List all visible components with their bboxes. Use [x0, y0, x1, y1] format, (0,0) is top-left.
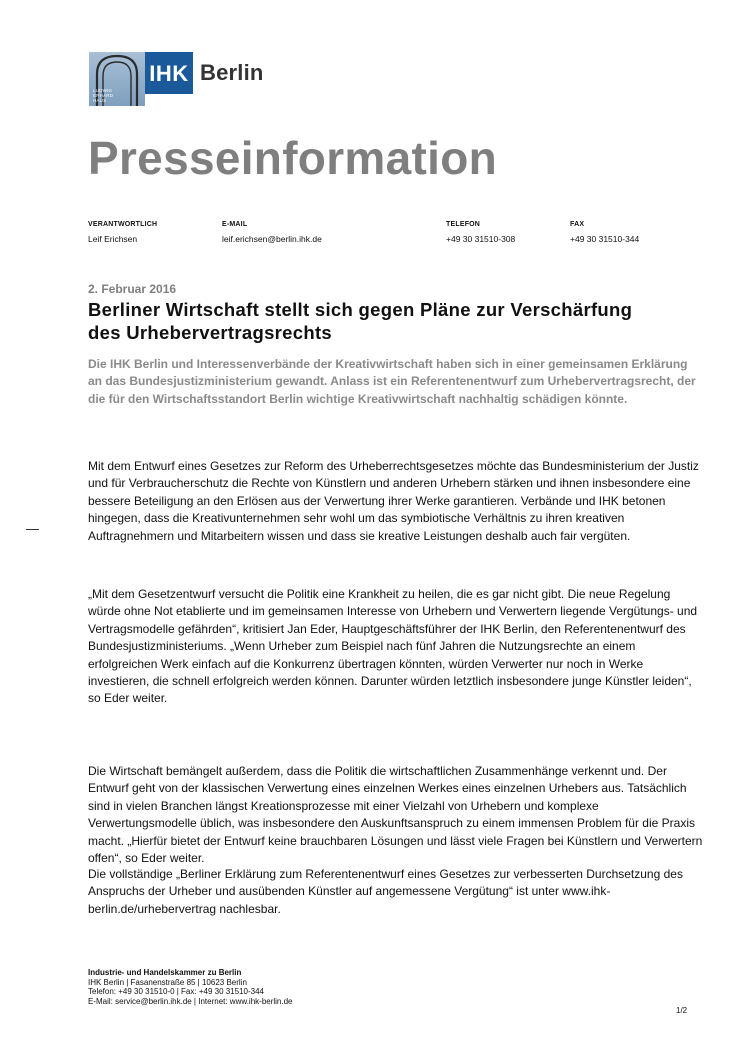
body-paragraph-3: Die Wirtschaft bemängelt außerdem, dass die Politik die wirtschaftlichen Zusammenhänge verkennt und. Der Entwurf geht von der klassischen Verwertung eines einzelnen Werkes eines einzelnen Urhebers aus. Tatsächlich sind in vielen Branchen längst Kreationsprozesse mit einer Vielzahl von Urhebern und komplexe Verwertungsmodelle üblich, was insbesondere den Auskunftsanspruch zu einem immensen Problem für die Praxis macht. „Hierfür bietet der Entwurf keine brauchbaren Lösungen und lässt viele Fragen bei Künstlern und Verwertern offen“, so Eder weiter.	[88, 764, 703, 866]
logo-city-text: Berlin	[200, 60, 264, 85]
body-paragraph-4: Die vollständige „Berliner Erklärung zum Referentenentwurf eines Gesetzes zur verbesserten Durchsetzung des Anspruchs der Urheber und ausübenden Künstler auf angemessene Vergütung“ ist unter www.ihk-berlin.de/urhebervertrag nachlesbar.	[88, 867, 683, 916]
contact-email	[222, 218, 322, 246]
footer-address: IHK Berlin | Fasanenstraße 85 | 10623 Berlin	[88, 977, 247, 987]
body-paragraph-1: Mit dem Entwurf eines Gesetzes zur Reform des Urheberrechtsgesetzes möchte das Bundesministerium der Justiz und für Verbraucherschutz die Rechte von Künstlern und anderen Urhebern stärken und ihnen insbesondere eine bessere Beteiligung an den Erlösen aus der Verwertung ihrer Werke garantieren. Verbände und IHK betonen hingegen, dass die Kreativunternehmen sehr wohl um das symbiotische Verhältnis zu ihren kreativen Auftragnehmern und Mitarbeitern wissen und dass sie kreative Leistungen deshalb auch fair vergüten.	[88, 459, 699, 543]
page-title: Presseinformation	[88, 132, 497, 184]
contact-email-value[interactable]: leif.erichsen@berlin.ihk.de	[222, 234, 322, 244]
contact-email-label: E-MAIL	[222, 221, 248, 228]
contact-phone-label: TELEFON	[446, 221, 481, 228]
contact-phone	[446, 218, 515, 246]
contact-fax	[570, 218, 639, 246]
footer-email: E-Mail: service@berlin.ihk.de | Internet: www.ihk-berlin.de	[88, 996, 293, 1006]
margin-mark	[26, 529, 39, 530]
contact-phone-value: +49 30 31510-308	[446, 234, 516, 244]
press-date: 2. Februar 2016	[88, 282, 177, 296]
logo-small-text: LUDWIG ERHARD HAUS	[93, 88, 114, 103]
logo-ihk-text: IHK	[145, 52, 193, 94]
contact-responsible-label: VERANTWORTLICH	[88, 221, 158, 228]
footer-org: Industrie- und Handelskammer zu Berlin	[88, 968, 242, 977]
contact-fax-label: FAX	[570, 221, 585, 228]
lead-paragraph: Die IHK Berlin und Interessenverbände der Kreativwirtschaft haben sich in einer gemeinsamen Erklärung an das Bundesjustizministerium gewandt. Anlass ist ein Referentenentwurf zum Urhebervertragsrecht, der die für den Wirtschaftsstandort Berlin wichtige Kreativwirtschaft nachhaltig schädigen könnte.	[88, 357, 696, 406]
page-number: 1/2	[676, 1006, 688, 1015]
contact-fax-value: +49 30 31510-344	[570, 234, 640, 244]
footer	[88, 968, 293, 1006]
body-paragraph-2: „Mit dem Gesetzentwurf versucht die Politik eine Krankheit zu heilen, die es gar nicht gibt. Die neue Regelung würde ohne Not etablierte und im gemeinsamen Interesse von Urhebern und Verwertern liegende Vergütungs- und Vertragsmodelle gefährden“, kritisiert Jan Eder, Hauptgeschäftsführer der IHK Berlin, den Referentenentwurf des Bundesjustizministeriums. „Wenn Urheber zum Beispiel nach fünf Jahren die Nutzungsrechte an einem erfolgreichen Werk einfach auf die Konkurrenz übertragen könnten, würden Verwerter nur noch in Werke investieren, die schnell erfolgreich werden können. Darunter würden letztlich insbesondere junge Künstler leiden“, so Eder weiter.	[88, 587, 698, 706]
contact-responsible-value: Leif Erichsen	[88, 234, 138, 244]
footer-phone: Telefon: +49 30 31510-0 | Fax: +49 30 31510-344	[88, 987, 264, 996]
headline: Berliner Wirtschaft stellt sich gegen Pläne zur Verschärfung des Urhebervertragsrechts	[88, 299, 633, 343]
arch-icon	[89, 52, 145, 106]
ihk-berlin-logo	[89, 52, 279, 108]
contact-responsible	[88, 218, 157, 246]
